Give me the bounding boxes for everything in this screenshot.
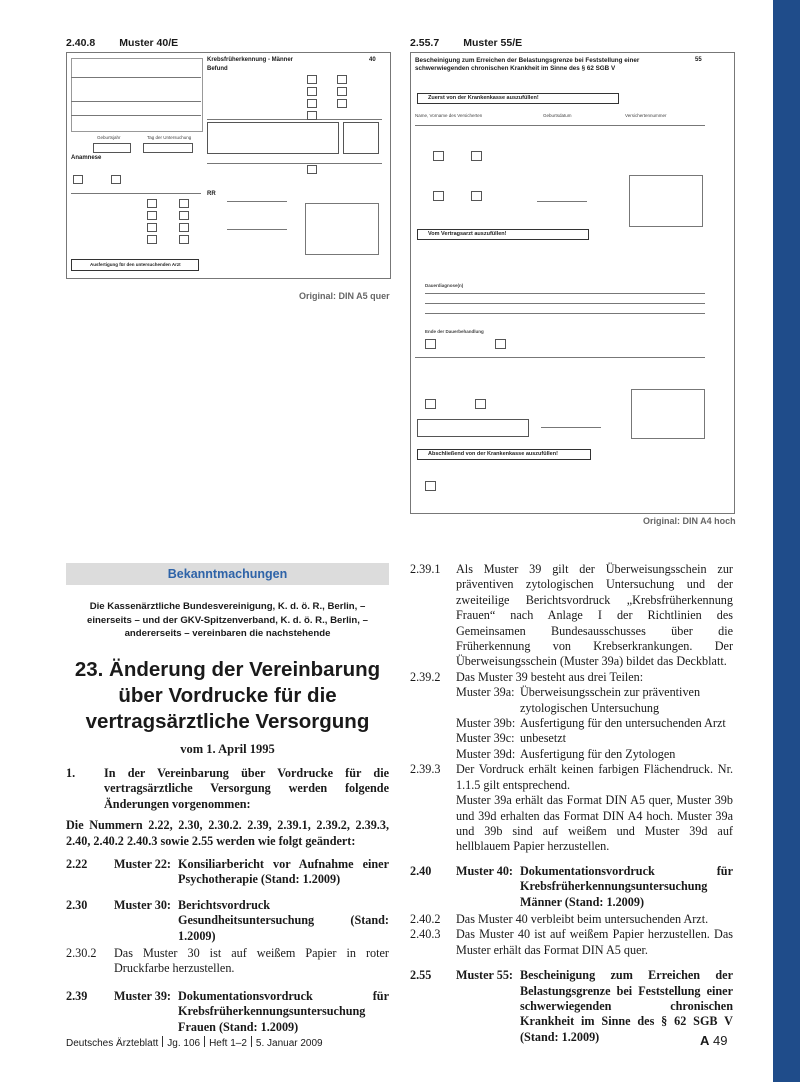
item-2393-num: 2.39.3	[410, 762, 441, 777]
p1-num: 1.	[66, 766, 76, 780]
m39a-text: Überweisungsschein zur präventiven zytologischen Untersuchung	[520, 685, 701, 715]
footer-volume: Jg. 106	[167, 1038, 201, 1049]
section-band: Bekanntmachungen	[66, 563, 389, 585]
befund-label: Befund	[207, 66, 228, 72]
item-2402-num: 2.40.2	[410, 911, 441, 926]
item-222-label: Muster 22:	[114, 857, 171, 872]
item-2392-text: Das Muster 39 besteht aus drei Teilen:	[456, 669, 644, 684]
item-230-num: 2.30	[66, 897, 88, 912]
item-2402-text: Das Muster 40 verbleibt beim untersuchenden Arzt.	[456, 911, 709, 926]
item-255-label: Muster 55:	[456, 968, 513, 983]
headline: 23. Änderung der Vereinbarung über Vordrucke für die vertragsärztliche Versorgung	[74, 658, 381, 733]
item-222-text: Konsiliarbericht vor Aufnahme einer Psychotherapie (Stand: 1.2009)	[178, 857, 389, 887]
geburtsjahr-box	[93, 143, 131, 153]
m39d-label: Muster 39d:	[456, 746, 516, 761]
item-230-text: Berichtsvordruck Gesundheitsuntersuchung (Stand: 1.2009)	[178, 897, 389, 943]
item-2393-text1: Der Vordruck erhält keinen farbigen Flächendruck. Nr. 1.1.5 gilt entsprechend.	[456, 762, 733, 792]
m39a-label: Muster 39a:	[456, 685, 515, 700]
page-number: A 49	[700, 1033, 728, 1048]
geburtsjahr-label: Geburtsjahr	[97, 135, 121, 140]
item-240-num: 2.40	[410, 863, 432, 878]
item-2302-num: 2.30.2	[66, 946, 97, 961]
item-2392-num: 2.39.2	[410, 669, 441, 684]
section1-box: Zuerst von der Krankenkasse auszufüllen!	[417, 93, 619, 104]
intro-text: Die Kassenärztliche Bundesvereinigung, K. d. ö. R., Berlin, – einerseits – und der GKV-Spitzenverband, K. d. ö. R., Berlin, – andererseits – vereinbaren die nachstehende	[87, 601, 368, 639]
m39c-text: unbesetzt	[520, 731, 567, 746]
tag-label: Tag der Untersuchung	[147, 135, 192, 140]
left-column	[66, 766, 389, 1035]
m39d-text: Ausfertigung für den Zytologen	[520, 746, 676, 761]
item-2403-num: 2.40.3	[410, 927, 441, 942]
m39b-label: Muster 39b:	[456, 716, 516, 731]
right-column	[410, 562, 733, 1045]
item-239-text: Dokumentationsvordruck für Krebsfrüherkennungsuntersuchung Frauen (Stand: 1.2009)	[178, 988, 389, 1034]
item-2403-text: Das Muster 40 ist auf weißem Papier herzustellen. Das Muster erhält das Format DIN A5 quer.	[456, 927, 733, 957]
p1-text: In der Vereinbarung über Vordrucke für die vertragsärztliche Versorgung werden folgende Änderungen vorgenommen:	[104, 766, 389, 811]
form40-number: 40	[369, 57, 376, 63]
item-239-label: Muster 39:	[114, 988, 171, 1003]
item-222-num: 2.22	[66, 857, 88, 872]
item-2391-num: 2.39.1	[410, 562, 441, 576]
item-2393-text2: Muster 39a erhält das Format DIN A5 quer, Muster 39b und 39d erhalten das Format DIN A4 hoch. Muster 39a und 39b sind auf weißem und Muster 39d auf hellblauem Papier herzustellen.	[456, 793, 733, 854]
rr-label: RR	[207, 191, 216, 197]
item-239-num: 2.39	[66, 988, 88, 1003]
item-240-label: Muster 40:	[456, 863, 513, 878]
form40-footer-box: Ausfertigung für den untersuchenden Arzt	[71, 259, 199, 271]
form-muster-40	[66, 52, 391, 279]
form40-title: Krebsfrüherkennung - Männer	[207, 57, 294, 63]
item-255-text: Bescheinigung zum Erreichen der Belastungsgrenze bei Feststellung einer schwerwiegenden chronischen Krankheit im Sinne des § 62 SGB V (Stand: 1.2009)	[520, 968, 733, 1044]
patient-field-box	[71, 58, 203, 132]
item-2302-text: Das Muster 30 ist auf weißem Papier in roter Druckfarbe herzustellen.	[114, 946, 389, 976]
footer-issue: Heft 1–2	[209, 1038, 247, 1049]
footer-journal: Deutsches Ärzteblatt	[66, 1038, 159, 1049]
section2-box: Vom Vertragsarzt auszufüllen!	[417, 229, 589, 240]
date-line: vom 1. April 1995	[180, 742, 275, 756]
tag-box	[143, 143, 193, 153]
footer-date: 5. Januar 2009	[255, 1038, 323, 1049]
item-240-text: Dokumentationsvordruck für Krebsfrüherkennungsuntersuchung Männer (Stand: 1.2009)	[520, 863, 733, 909]
m39b-text: Ausfertigung für den untersuchenden Arzt	[520, 716, 726, 731]
anamnese-label: Anamnese	[71, 155, 102, 161]
form55-number: 55	[695, 57, 702, 63]
item-255-num: 2.55	[410, 968, 432, 983]
item-230-label: Muster 30:	[114, 897, 171, 912]
right-figure-caption: Original: DIN A4 hoch	[643, 516, 736, 526]
m39c-label: Muster 39c:	[456, 731, 515, 746]
form-muster-55: Bescheinigung zum Erreichen der Belastungsgrenze bei Feststellung einer schwerwiegenden chronischen Krankheit im Sinne des § 62 SGB V 55 Zuerst von der Krankenkasse auszufüllen! Name, Vorname des Versicherten Geburtsdatum Versichertennummer Vom Vertragsarzt auszufüllen! Dauerdiagnose(n) Ende der Dauerbehandlung Abschließend von der Krankenkasse auszufüllen!	[410, 52, 735, 514]
form55-title: Bescheinigung zum Erreichen der Belastungsgrenze bei Feststellung einer schwerwiegenden chronischen Krankheit im Sinne des § 62 SGB V	[415, 57, 640, 72]
p2-text: Die Nummern 2.22, 2.30, 2.30.2. 2.39, 2.39.1, 2.39.2, 2.39.3, 2.40, 2.40.2 2.40.3 sowie 2.55 werden wie folgt geändert:	[66, 818, 389, 848]
item-2391-text: Als Muster 39 gilt der Überweisungsschein zur präventiven zytologischen Untersuchung und der zweiteilige Berichtsvordruck „Krebsfrüherkennung Frauen“ nach Anlage I der Richtlinien des Gemeinsamen Bundesausschusses über die Früherkennung von Krebserkrankungen. Der Überweisungsschein (Muster 39a) bildet das Deckblatt.	[456, 562, 733, 669]
page-footer	[66, 1036, 323, 1049]
page-edge-bar	[773, 0, 800, 1082]
figure-right-tag: 2.55.7 Muster 55/E	[410, 37, 523, 49]
left-figure-caption: Original: DIN A5 quer	[299, 291, 390, 301]
figure-left-tag: 2.40.8 Muster 40/E	[66, 37, 179, 49]
section3-box: Abschließend von der Krankenkasse auszufüllen!	[417, 449, 591, 460]
